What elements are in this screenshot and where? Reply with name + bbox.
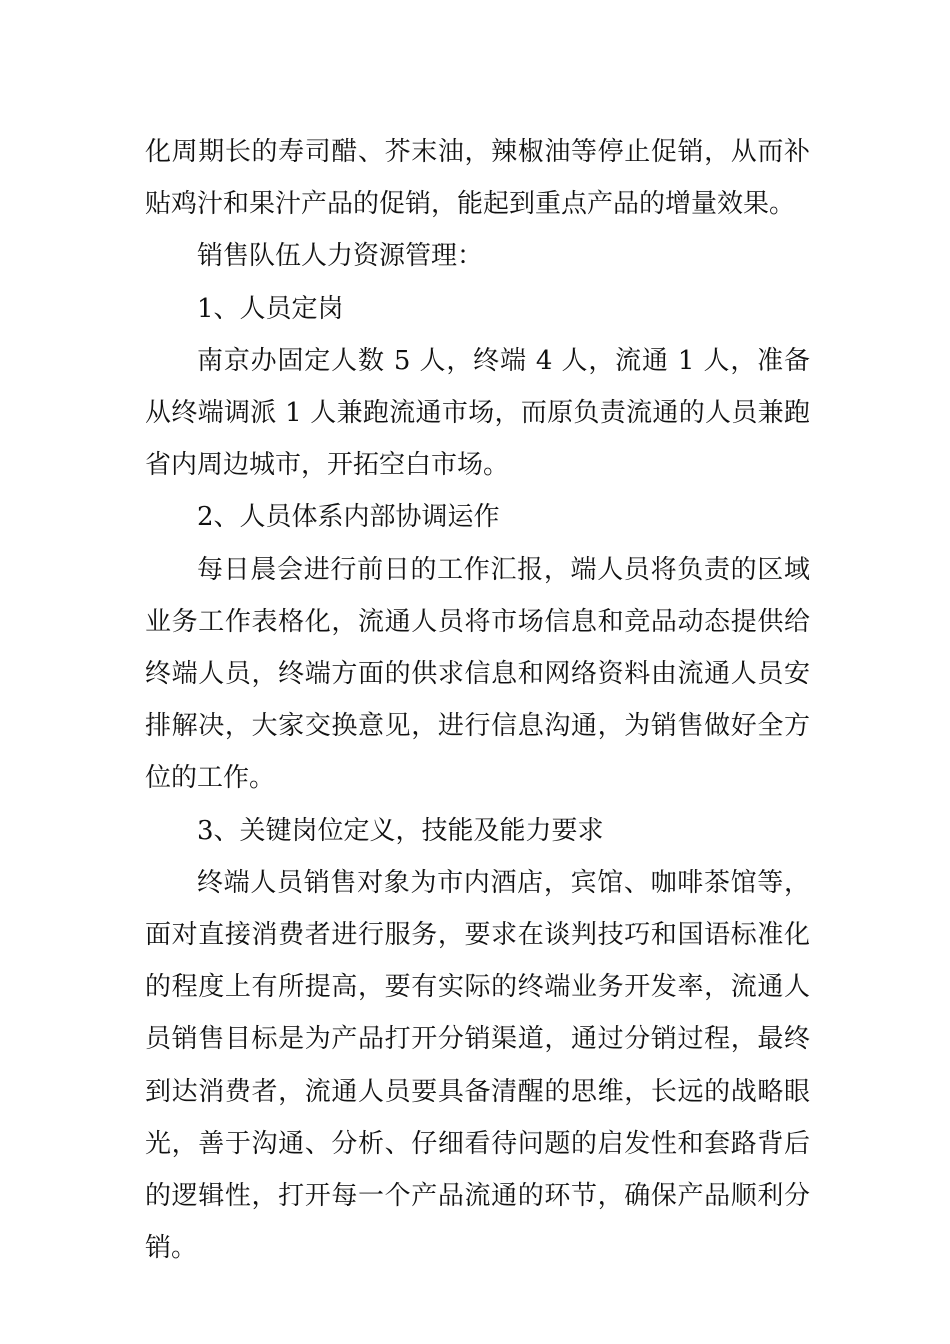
subheading-coordination: 2、人员体系内部协调运作 [197, 502, 500, 533]
document-page [145, 126, 810, 1274]
subheading-staffing: 1、人员定岗 [197, 293, 344, 324]
subheading-key-positions: 3、关键岗位定义，技能及能力要求 [197, 815, 604, 846]
section-heading-hr-management: 销售队伍人力资源管理： [197, 241, 484, 272]
paragraph-staffing: 南京办固定人数 5 人，终端 4 人，流通 1 人，准备从终端调派 1 人兼跑流通市场，而原负责流通的人员兼跑省内周边城市，开拓空白市场。 [145, 345, 810, 481]
paragraph-key-positions: 终端人员销售对象为市内酒店，宾馆、咖啡茶馆等，面对直接消费者进行服务，要求在谈判技巧和国语标准化的程度上有所提高，要有实际的终端业务开发率，流通人员销售目标是为产品打开分销渠道，通过分销过程，最终到达消费者，流通人员要具备清醒的思维，长远的战略眼光，善于沟通、分析、仔细看待问题的启发性和套路背后的逻辑性，打开每一个产品流通的环节，确保产品顺利分销。 [145, 867, 810, 1264]
paragraph-coordination: 每日晨会进行前日的工作汇报，端人员将负责的区域业务工作表格化，流通人员将市场信息和竞品动态提供给终端人员，终端方面的供求信息和网络资料由流通人员安排解决，大家交换意见，进行信息沟通，为销售做好全方位的工作。 [145, 554, 810, 794]
paragraph-continuation: 化周期长的寿司醋、芥末油，辣椒油等停止促销，从而补贴鸡汁和果汁产品的促销，能起到重点产品的增量效果。 [145, 137, 810, 220]
